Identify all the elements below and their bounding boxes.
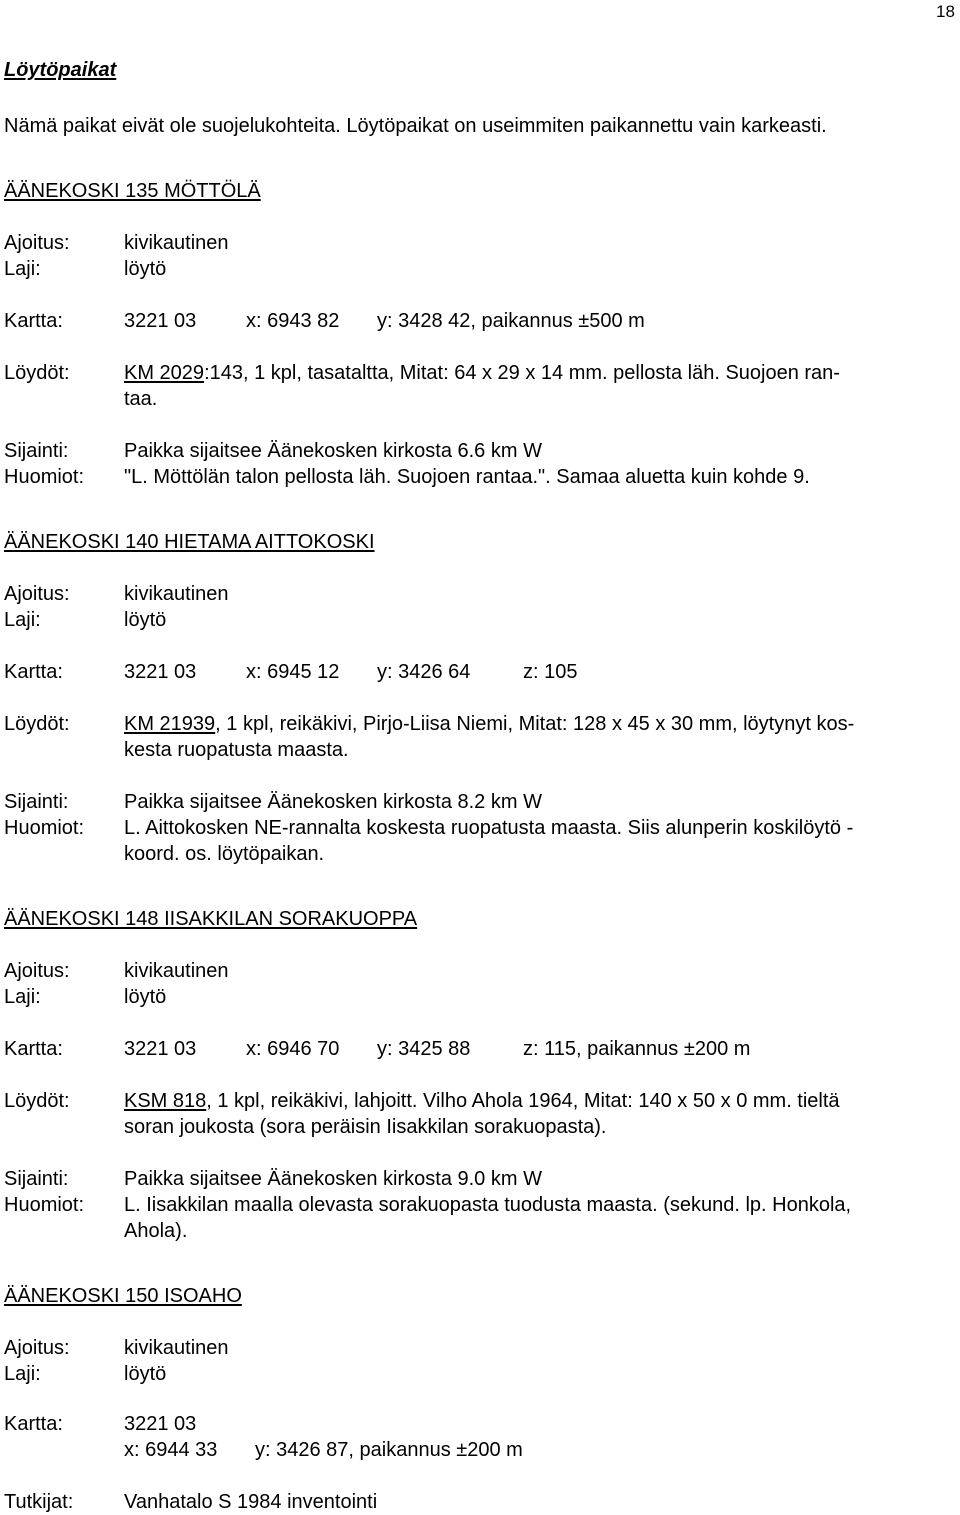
label-ajoitus: Ajoitus: bbox=[4, 1337, 70, 1359]
loydot-line bbox=[124, 1088, 840, 1114]
loydot-line-2: taa. bbox=[124, 388, 158, 410]
huomiot-value-2: koord. os. löytöpaikan. bbox=[124, 843, 325, 865]
find-catalog-id: KM 21939 bbox=[124, 713, 216, 735]
label-kartta: Kartta: bbox=[4, 661, 63, 683]
laji-value: löytö bbox=[124, 1363, 167, 1385]
label-sijainti: Sijainti: bbox=[4, 791, 69, 813]
loydot-line-2: kesta ruopatusta maasta. bbox=[124, 739, 349, 761]
label-ajoitus: Ajoitus: bbox=[4, 232, 70, 254]
site-title: ÄÄNEKOSKI 148 IISAKKILAN SORAKUOPPA bbox=[4, 908, 418, 930]
kartta-y: y: 3426 64 bbox=[377, 661, 471, 683]
kartta-x: x: 6943 82 bbox=[246, 310, 340, 332]
laji-value: löytö bbox=[124, 986, 167, 1008]
laji-value: löytö bbox=[124, 258, 167, 280]
kartta-map: 3221 03 bbox=[124, 310, 197, 332]
kartta-x: x: 6945 12 bbox=[246, 661, 340, 683]
label-ajoitus: Ajoitus: bbox=[4, 583, 70, 605]
kartta-x: x: 6944 33 bbox=[124, 1439, 218, 1461]
find-description: , 1 kpl, reikäkivi, lahjoitt. Vilho Ahola 1964, Mitat: 140 x 50 x 0 mm. tieltä bbox=[206, 1090, 840, 1112]
find-catalog-id: KSM 818 bbox=[124, 1090, 207, 1112]
kartta-map: 3221 03 bbox=[124, 1413, 197, 1435]
label-huomiot: Huomiot: bbox=[4, 817, 85, 839]
label-sijainti: Sijainti: bbox=[4, 440, 69, 462]
kartta-map: 3221 03 bbox=[124, 661, 197, 683]
label-sijainti: Sijainti: bbox=[4, 1168, 69, 1190]
loydot-line bbox=[124, 711, 854, 737]
kartta-y: y: 3428 42, paikannus ±500 m bbox=[377, 310, 645, 332]
sijainti-value: Paikka sijaitsee Äänekosken kirkosta 9.0 km W bbox=[124, 1168, 542, 1190]
label-laji: Laji: bbox=[4, 986, 41, 1008]
ajoitus-value: kivikautinen bbox=[124, 960, 229, 982]
find-description: :143, 1 kpl, tasataltta, Mitat: 64 x 29 x 14 mm. pellosta läh. Suojoen ran- bbox=[204, 362, 840, 384]
label-loydot: Löydöt: bbox=[4, 362, 70, 384]
intro-text: Nämä paikat eivät ole suojelukohteita. Löytöpaikat on useimmiten paikannettu vain karkeasti. bbox=[4, 115, 827, 137]
kartta-y: y: 3426 87, paikannus ±200 m bbox=[255, 1439, 523, 1461]
loydot-line bbox=[124, 360, 840, 386]
find-description: , 1 kpl, reikäkivi, Pirjo-Liisa Niemi, Mitat: 128 x 45 x 30 mm, löytynyt kos- bbox=[215, 713, 855, 735]
label-tutkijat: Tutkijat: bbox=[4, 1491, 74, 1513]
sijainti-value: Paikka sijaitsee Äänekosken kirkosta 6.6 km W bbox=[124, 440, 542, 462]
label-laji: Laji: bbox=[4, 1363, 41, 1385]
ajoitus-value: kivikautinen bbox=[124, 1337, 229, 1359]
label-laji: Laji: bbox=[4, 609, 41, 631]
loydot-line-2: soran joukosta (sora peräisin Iisakkilan sorakuopasta). bbox=[124, 1116, 607, 1138]
kartta-x: x: 6946 70 bbox=[246, 1038, 340, 1060]
kartta-y: y: 3425 88 bbox=[377, 1038, 471, 1060]
huomiot-value: "L. Möttölän talon pellosta läh. Suojoen rantaa.". Samaa aluetta kuin kohde 9. bbox=[124, 466, 810, 488]
page-number: 18 bbox=[936, 2, 955, 21]
huomiot-value-2: Ahola). bbox=[124, 1220, 188, 1242]
sijainti-value: Paikka sijaitsee Äänekosken kirkosta 8.2 km W bbox=[124, 791, 542, 813]
site-title: ÄÄNEKOSKI 150 ISOAHO bbox=[4, 1285, 242, 1307]
huomiot-value: L. Aittokosken NE-rannalta koskesta ruopatusta maasta. Siis alunperin koskilöytö - bbox=[124, 817, 854, 839]
ajoitus-value: kivikautinen bbox=[124, 583, 229, 605]
label-loydot: Löydöt: bbox=[4, 1090, 70, 1112]
ajoitus-value: kivikautinen bbox=[124, 232, 229, 254]
site-title: ÄÄNEKOSKI 135 MÖTTÖLÄ bbox=[4, 180, 261, 202]
label-huomiot: Huomiot: bbox=[4, 466, 85, 488]
find-catalog-id: KM 2029 bbox=[124, 362, 205, 384]
label-huomiot: Huomiot: bbox=[4, 1194, 85, 1216]
huomiot-value: L. Iisakkilan maalla olevasta sorakuopasta tuodusta maasta. (sekund. lp. Honkola, bbox=[124, 1194, 852, 1216]
kartta-z: z: 105 bbox=[523, 661, 578, 683]
section-heading: Löytöpaikat bbox=[4, 59, 117, 81]
site-title: ÄÄNEKOSKI 140 HIETAMA AITTOKOSKI bbox=[4, 531, 375, 553]
label-kartta: Kartta: bbox=[4, 310, 63, 332]
tutkijat-value: Vanhatalo S 1984 inventointi bbox=[124, 1491, 378, 1513]
kartta-map: 3221 03 bbox=[124, 1038, 197, 1060]
label-loydot: Löydöt: bbox=[4, 713, 70, 735]
kartta-z: z: 115, paikannus ±200 m bbox=[523, 1038, 751, 1060]
label-laji: Laji: bbox=[4, 258, 41, 280]
label-ajoitus: Ajoitus: bbox=[4, 960, 70, 982]
label-kartta: Kartta: bbox=[4, 1413, 63, 1435]
label-kartta: Kartta: bbox=[4, 1038, 63, 1060]
laji-value: löytö bbox=[124, 609, 167, 631]
